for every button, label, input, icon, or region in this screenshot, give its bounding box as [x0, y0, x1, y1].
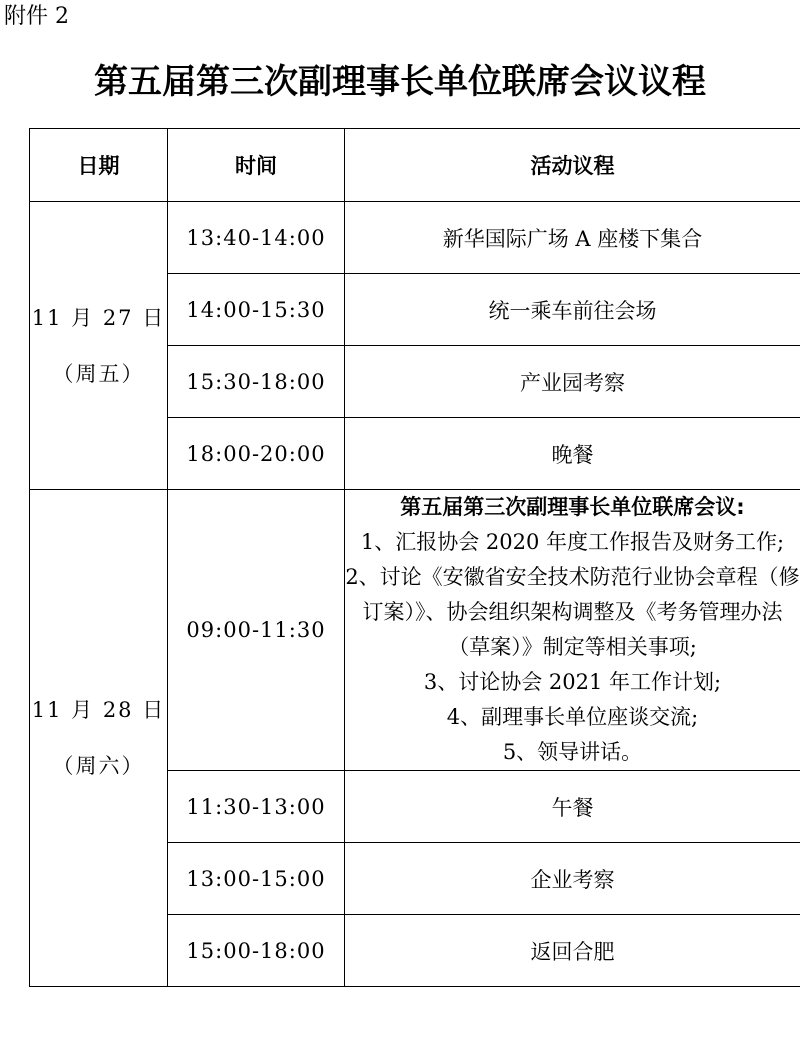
meeting-agenda-cell [345, 490, 800, 771]
time-cell: 14:00-15:30 [168, 274, 345, 346]
time-cell: 11:30-13:00 [168, 771, 345, 843]
time-cell: 13:00-15:00 [168, 843, 345, 915]
agenda-table [29, 128, 800, 987]
time-cell: 15:00-18:00 [168, 915, 345, 987]
date-day1: 11 月 27 日 [31, 305, 166, 330]
activity-cell: 产业园考察 [345, 346, 800, 418]
page-title: 第五届第三次副理事长单位联席会议议程 [94, 62, 706, 102]
activity-cell: 统一乘车前往会场 [345, 274, 800, 346]
weekday-day1: （周五） [52, 361, 145, 386]
time-cell: 09:00-11:30 [168, 490, 345, 771]
weekday-day2: （周六） [52, 754, 145, 778]
header-time: 时间 [168, 129, 345, 202]
date-cell-day2 [30, 490, 168, 987]
activity-cell: 新华国际广场 A 座楼下集合 [345, 202, 800, 274]
table-header-row [30, 129, 800, 202]
date-cell-day1 [30, 202, 168, 490]
time-cell: 13:40-14:00 [168, 202, 345, 274]
meeting-item: 3、讨论协会 2021 年工作计划; [423, 670, 722, 694]
activity-cell: 返回合肥 [345, 915, 800, 987]
attachment-label: 附件 2 [4, 4, 69, 29]
activity-cell: 午餐 [345, 771, 800, 843]
header-activity: 活动议程 [345, 129, 800, 202]
header-date: 日期 [30, 129, 168, 202]
meeting-item: 5、领导讲话。 [502, 740, 643, 764]
activity-cell: 企业考察 [345, 843, 800, 915]
meeting-item: 2、讨论《安徽省安全技术防范行业协会章程（修订案）》、协会组织架构调整及《考务管理办法（草案）》制定等相关事项; [345, 565, 800, 659]
activity-cell: 晚餐 [345, 418, 800, 490]
date-day2: 11 月 28 日 [31, 698, 166, 722]
time-cell: 18:00-20:00 [168, 418, 345, 490]
meeting-heading: 第五届第三次副理事长单位联席会议: [400, 495, 745, 519]
meeting-item: 1、汇报协会 2020 年度工作报告及财务工作; [360, 530, 785, 554]
time-cell: 15:30-18:00 [168, 346, 345, 418]
meeting-item: 4、副理事长单位座谈交流; [446, 705, 699, 729]
table-row [30, 202, 800, 274]
table-row [30, 490, 800, 771]
